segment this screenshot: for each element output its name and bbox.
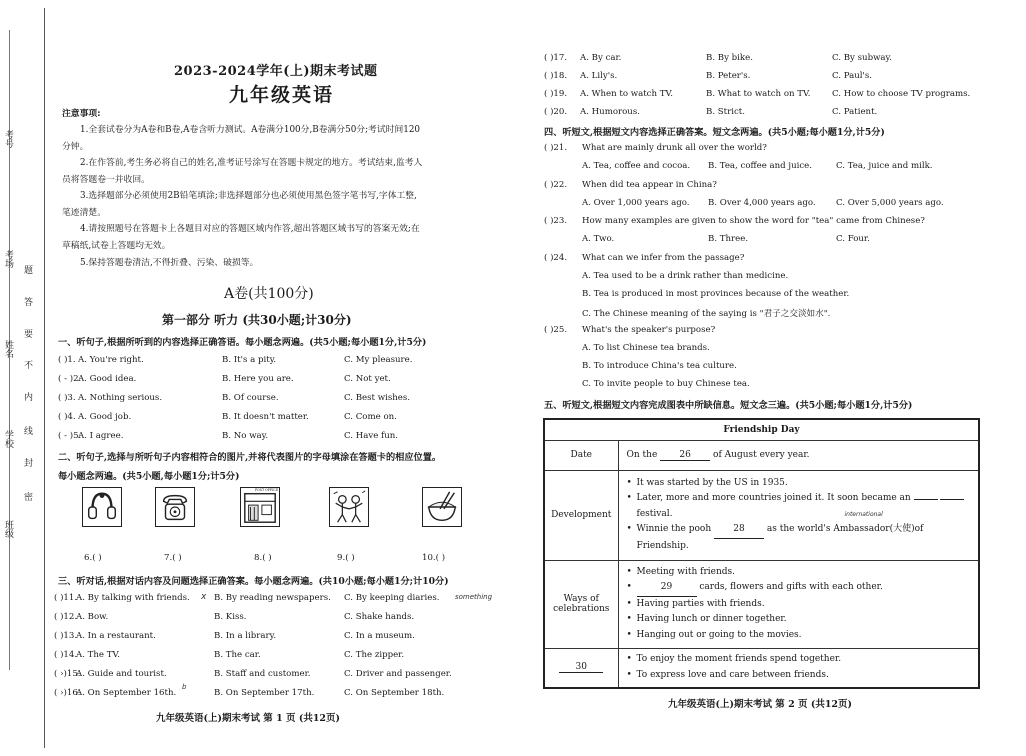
question-stem: What can we infer from the passage? [582, 253, 745, 263]
section-1-heading: 一、听句子,根据所听到的内容选择正确答语。每小题念两遍。(共5小题;每小题1分,计5分) [58, 337, 427, 348]
volume-a-title: A卷(共100分) [224, 286, 314, 302]
notice-title: 注意事项: [62, 109, 101, 119]
question-number[interactable]: ( )22. [544, 180, 568, 190]
rice-bowl-chopsticks-picture [422, 487, 462, 527]
earmuffs-picture [82, 487, 122, 527]
question-stem: What's the speaker's purpose? [582, 325, 716, 335]
dev-text-28-post: as the world's Ambassador(大使)of Friendship. [636, 524, 924, 551]
option-c: C. Tea, juice and milk. [836, 161, 933, 171]
option-b: B. The car. [214, 650, 261, 660]
seal-char: 封 [24, 459, 34, 469]
seal-char: 题 [24, 266, 34, 276]
blank-26[interactable]: 26 [660, 450, 710, 461]
option-c: C. How to choose TV programs. [832, 89, 971, 99]
blank-27b[interactable] [940, 499, 964, 500]
question-number[interactable]: ( )25. [544, 325, 568, 335]
list-item: • To enjoy the moment friends spend together. [627, 652, 971, 668]
telephone-picture [155, 487, 195, 527]
reasons-cell [618, 648, 979, 688]
option-b: B. In a library. [214, 631, 277, 641]
question-number[interactable]: ( )11. [54, 593, 78, 603]
option-a: A. Good job. [78, 412, 132, 422]
option-c: C. Over 5,000 years ago. [836, 198, 944, 208]
list-item [627, 522, 971, 554]
option-a: A. To list Chinese tea brands. [582, 343, 710, 353]
picture-answer-label[interactable]: 7.( ) [164, 553, 182, 563]
notice-line: 草稿纸,试卷上答题均无效。 [62, 241, 171, 251]
question-number[interactable]: ( )18. [544, 71, 568, 81]
handwritten-note: something [455, 593, 493, 601]
option-b: B. Peter's. [706, 71, 751, 81]
option-c: C. Come on. [344, 412, 397, 422]
field-label: 考场 [3, 250, 13, 268]
option-b: B. To introduce China's tea culture. [582, 361, 737, 371]
question-number[interactable]: ( )1. [58, 355, 76, 365]
option-a: A. Good idea. [78, 374, 137, 384]
blank-28[interactable]: 28 [714, 522, 764, 539]
question-number[interactable]: ( - )2. [58, 374, 82, 384]
question-stem: How many examples are given to show the word for "tea" came from Chinese? [582, 216, 925, 226]
blank-29[interactable]: 29 [637, 580, 697, 597]
option-b: B. Of course. [222, 393, 279, 403]
option-c: C. The zipper. [344, 650, 405, 660]
option-c: C. By keeping diaries. [344, 593, 440, 603]
seal-char: 内 [24, 393, 34, 403]
option-c: C. Four. [836, 234, 870, 244]
post-office-sign: POST OFFICE [255, 488, 279, 492]
option-a: A. The TV. [76, 650, 120, 660]
option-b: B. It doesn't matter. [222, 412, 309, 422]
section-3-heading: 三、听对话,根据对话内容及问题选择正确答案。每小题念两遍。(共10小题;每小题1分;计10分) [58, 576, 449, 587]
list-item [627, 580, 971, 597]
question-number[interactable]: ( )23. [544, 216, 568, 226]
option-b: B. What to watch on TV. [706, 89, 811, 99]
option-c: C. Patient. [832, 107, 878, 117]
part1-title: 第一部分 听力 (共30小题;计30分) [162, 313, 352, 327]
section-5-heading: 五、听短文,根据短文内容完成图表中所缺信息。短文念三遍。(共5小题;每小题1分,计5分) [544, 400, 913, 411]
field-label: 学校 [3, 430, 13, 448]
notice-line: 3.选择题部分必须使用2B铅笔填涂;非选择题部分也必须使用黑色签字笔书写,字体工整, [80, 191, 417, 201]
row-label-development: Development [544, 470, 618, 560]
option-a: A. By car. [580, 53, 622, 63]
question-number[interactable]: ( )14. [54, 650, 78, 660]
handwritten-note: x [201, 592, 207, 602]
exam-page-2 [540, 0, 1022, 756]
date-cell [618, 440, 979, 470]
date-text-post: of August every year. [713, 449, 810, 460]
option-b: B. By reading newspapers. [214, 593, 331, 603]
field-label: 班级 [3, 520, 13, 538]
development-cell [618, 470, 979, 560]
list-item: • Meeting with friends. [627, 565, 971, 581]
question-stem: What are mainly drunk all over the world? [582, 143, 767, 153]
option-b: B. Over 4,000 years ago. [708, 198, 816, 208]
picture-answer-label[interactable]: 6.( ) [84, 553, 102, 563]
option-c: C. Driver and passenger. [344, 669, 452, 679]
question-number[interactable]: ( )19. [544, 89, 568, 99]
children-playing-picture [329, 487, 369, 527]
option-c: C. Shake hands. [344, 612, 415, 622]
notice-line: 笔迹清楚。 [62, 208, 106, 218]
option-a: A. Nothing serious. [78, 393, 163, 403]
list-item [627, 491, 971, 522]
notice-line: 1.全套试卷分为A卷和B卷,A卷含听力测试。A卷满分100分,B卷满分50分;考试时间120 [80, 125, 421, 135]
question-number[interactable]: ( )12. [54, 612, 78, 622]
option-a: A. By talking with friends. [76, 593, 190, 603]
option-b: B. Here you are. [222, 374, 294, 384]
notice-line: 4.请按照题号在答题卡上各题目对应的答题区域内作答,超出答题区域书写的答案无效;在 [80, 224, 420, 234]
row-label-ways: Ways of celebrations [544, 560, 618, 648]
question-number[interactable]: ( )20. [544, 107, 568, 117]
list-item: • To express love and care between friends. [627, 668, 971, 684]
notice-line: 2.在作答前,考生务必将自己的姓名,准考证号涂写在答题卡规定的地方。考试结束,监考人 [80, 158, 423, 168]
dev-text-28: Winnie the pooh [636, 524, 712, 535]
friendship-day-table [543, 418, 980, 689]
option-a: A. On September 16th. [76, 688, 177, 698]
section-2-heading-cont: 每小题念两遍。(共5小题,每小题1分;计5分) [58, 471, 240, 482]
option-c: C. Have fun. [344, 431, 399, 441]
list-item: • It was started by the US in 1935. [627, 476, 971, 492]
ways-text-29: cards, flowers and gifts with each other. [699, 582, 883, 593]
list-item: • Having parties with friends. [627, 597, 971, 613]
blank-30[interactable]: 30 [559, 662, 603, 673]
list-item: • Hanging out or going to the movies. [627, 628, 971, 644]
ways-cell [618, 560, 979, 648]
question-number[interactable]: ( )24. [544, 253, 568, 263]
option-b: B. On September 17th. [214, 688, 315, 698]
option-a: A. Guide and tourist. [76, 669, 167, 679]
date-text-pre: On the [626, 449, 658, 460]
seal-char: 线 [24, 427, 34, 437]
seal-char: 答 [24, 298, 34, 308]
option-a: A. I agree. [78, 431, 124, 441]
question-number[interactable]: ( ›)16. [54, 688, 81, 698]
option-b: B. Kiss. [214, 612, 247, 622]
option-c: C. Paul's. [832, 71, 873, 81]
seal-char: 要 [24, 330, 34, 340]
binding-line [44, 8, 45, 748]
picture-answer-label[interactable]: 8.( ) [254, 553, 272, 563]
question-number[interactable]: ( )17. [544, 53, 568, 63]
option-c: C. To invite people to buy Chinese tea. [582, 379, 750, 389]
exam-page-1 [54, 0, 532, 756]
handwritten-note: b [182, 683, 187, 691]
option-b: B. Strict. [706, 107, 745, 117]
section-4-heading: 四、听短文,根据短文内容选择正确答案。短文念两遍。(共5小题;每小题1分,计5分) [544, 127, 885, 138]
field-label: 姓名 [3, 340, 13, 358]
question-number[interactable]: ( - )5. [58, 431, 82, 441]
option-a: A. Bow. [76, 612, 109, 622]
question-number[interactable]: ( )4. [58, 412, 76, 422]
page-footer: 九年级英语(上)期末考试 第 2 页 (共12页) [668, 699, 853, 710]
row-label-date: Date [544, 440, 618, 470]
option-b: B. No way. [222, 431, 269, 441]
question-number[interactable]: ( )3. [58, 393, 76, 403]
option-c: C. My pleasure. [344, 355, 413, 365]
option-a: A. Lily's. [580, 71, 618, 81]
option-c: C. Not yet. [344, 374, 391, 384]
picture-answer-label[interactable]: 10.( ) [422, 553, 446, 563]
exam-title: 2023-2024学年(上)期末考试题 [174, 64, 378, 79]
question-number[interactable]: ( )21. [544, 143, 568, 153]
table-header: Friendship Day [544, 419, 979, 440]
blank-27a[interactable] [914, 499, 938, 500]
option-b: B. It's a pity. [222, 355, 277, 365]
handwritten-note: international [844, 510, 883, 518]
section-2-heading: 二、听句子,选择与所听句子内容相符合的图片,并将代表图片的字母填涂在答题卡的相应位置。 [58, 452, 442, 463]
row-label-blank-30 [544, 648, 618, 688]
option-c: C. In a museum. [344, 631, 415, 641]
list-item: • Having lunch or dinner together. [627, 612, 971, 628]
option-b: B. Tea, coffee and juice. [708, 161, 812, 171]
binding-margin [0, 0, 50, 756]
option-a: A. Tea used to be a drink rather than medicine. [582, 271, 789, 281]
option-c: C. Best wishes. [344, 393, 411, 403]
option-a: A. You're right. [78, 355, 144, 365]
notice-line: 分钟。 [62, 142, 89, 152]
option-c: C. On September 18th. [344, 688, 445, 698]
picture-answer-label[interactable]: 9.( ) [337, 553, 355, 563]
option-c: C. By subway. [832, 53, 893, 63]
option-a: A. In a restaurant. [76, 631, 156, 641]
field-label: 考号 [3, 130, 13, 148]
seal-char: 不 [24, 361, 34, 371]
option-a: A. Two. [582, 234, 615, 244]
option-b: B. Staff and customer. [214, 669, 311, 679]
option-c: C. The Chinese meaning of the saying is "君子之交淡如水". [582, 309, 831, 319]
page-footer: 九年级英语(上)期末考试 第 1 页 (共12页) [156, 713, 341, 724]
question-number[interactable]: ( ›)15. [54, 669, 81, 679]
post-office-picture [240, 487, 280, 527]
notice-line: 5.保持答题卷清洁,不得折叠、污染、破损等。 [80, 258, 259, 268]
seal-char: 密 [24, 493, 34, 503]
question-number[interactable]: ( )13. [54, 631, 78, 641]
option-a: A. Humorous. [580, 107, 640, 117]
dev-text-festival: festival. [636, 508, 673, 519]
option-b: B. Tea is produced in most provinces because of the weather. [582, 289, 850, 299]
exam-subtitle: 九年级英语 [229, 84, 335, 106]
option-b: B. Three. [708, 234, 749, 244]
option-a: A. Tea, coffee and cocoa. [582, 161, 691, 171]
option-a: A. When to watch TV. [580, 89, 673, 99]
question-stem: When did tea appear in China? [582, 180, 717, 190]
notice-line: 员将答题卷一并收回。 [62, 175, 150, 185]
option-a: A. Over 1,000 years ago. [582, 198, 690, 208]
option-b: B. By bike. [706, 53, 753, 63]
dev-text-27: Later, more and more countries joined it. It soon became an [636, 493, 911, 504]
